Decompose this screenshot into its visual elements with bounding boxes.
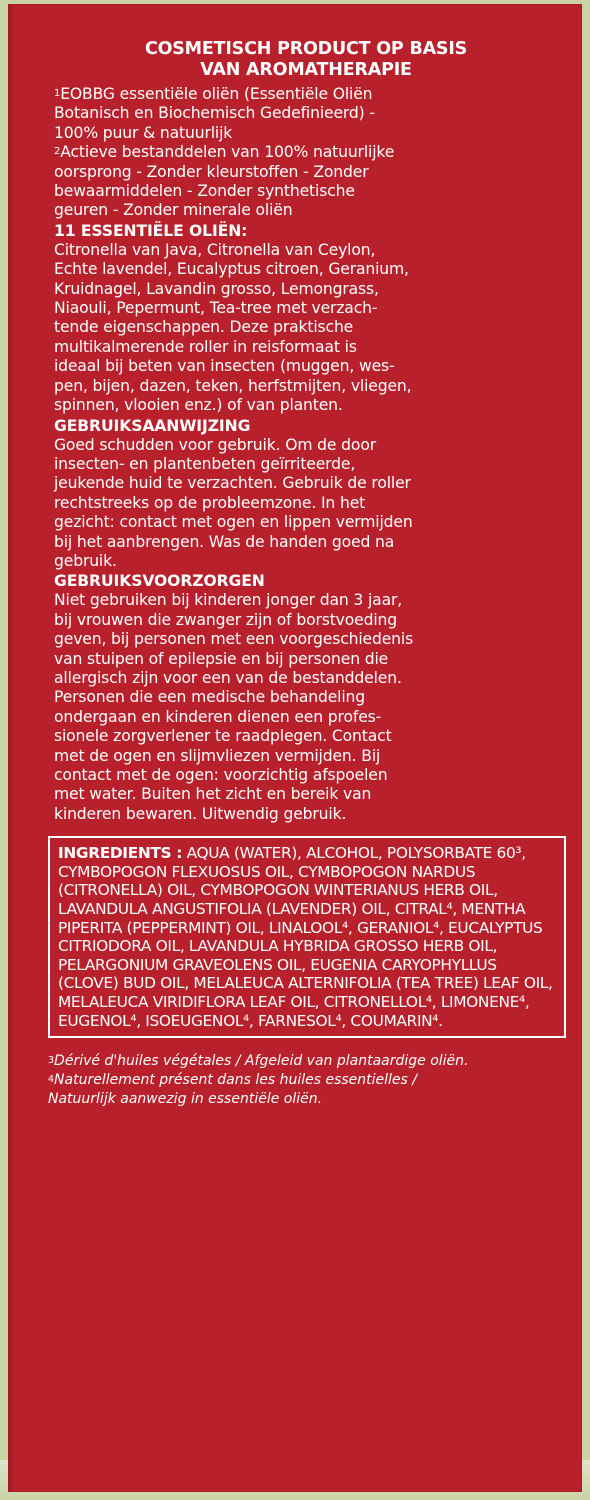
- footnote-marker: 1: [54, 88, 61, 99]
- product-box-panel: [8, 4, 582, 1492]
- text-span: Actieve bestanddelen van 100% natuurlijke: [60, 143, 395, 162]
- text-line: ideaal bij beten van insecten (muggen, wes-: [54, 357, 395, 376]
- label-content: [8, 4, 582, 1492]
- text-line: Kruidnagel, Lavandin grosso, Lemongrass,: [54, 279, 379, 298]
- usage-paragraph: [54, 436, 558, 572]
- footnote-4-continued: Natuurlijk aanwezig in essentiële oliën.: [48, 1091, 323, 1108]
- footnote-marker: 3: [48, 1055, 55, 1067]
- intro-eobbg: [54, 85, 558, 143]
- text-line: Niet gebruiken bij kinderen jonger dan 3 jaar,: [54, 591, 403, 610]
- text-line: bij het aanbrengen. Was de handen goed na: [54, 532, 395, 551]
- text-line: insecten- en plantenbeten geïrriteerde,: [54, 454, 356, 473]
- footnote-text: Naturellement présent dans les huiles essentielles /: [54, 1072, 418, 1089]
- ingredients-label: INGREDIENTS :: [58, 844, 183, 863]
- text-line: geuren - Zonder minerale oliën: [54, 201, 293, 220]
- product-title: [54, 39, 558, 81]
- text-line: geven, bij personen met een voorgeschiedenis: [54, 630, 414, 649]
- text-line: Citronella van Java, Citronella van Ceylon,: [54, 240, 376, 259]
- text-line: Botanisch en Biochemisch Gedefinieerd) -: [54, 104, 375, 123]
- text-line: allergisch zijn voor een van de bestanddelen.: [54, 668, 402, 687]
- text-line: met water. Buiten het zicht en bereik van: [54, 785, 372, 804]
- text-line: multikalmerende roller in reisformaat is: [54, 337, 357, 356]
- intro-natural: [54, 143, 558, 221]
- text-line: gezicht: contact met ogen en lippen vermijden: [54, 513, 413, 532]
- usage-heading: GEBRUIKSAANWIJZING: [54, 416, 251, 435]
- text-line: ondergaan en kinderen dienen een profes-: [54, 707, 382, 726]
- title-line: VAN AROMATHERAPIE: [200, 60, 412, 80]
- precautions-paragraph: [54, 591, 558, 824]
- ingredients-list: AQUA (WATER), ALCOHOL, POLYSORBATE 60³, CYMBOPOGON FLEXUOSUS OIL, CYMBOPOGON NARDUS (CITRONELLA) OIL, CYMBOPOGON WINTERIANUS HERB OIL, LAVANDULA ANGUSTIFOLIA (LAVENDER) OIL, CITRAL⁴, MENTHA PIPERITA (PEPPERMINT) OIL, LINALOOL⁴, GERANIOL⁴, EUCALYPTUS CITRIODORA OIL, LAVANDULA HYBRIDA GROSSO HERB OIL, PELARGONIUM GRAVEOLENS OIL, EUGENIA CARYOPHYLLUS (CLOVE) BUD OIL, MELALEUCA ALTERNIFOLIA (TEA TREE) LEAF OIL, MELALEUCA VIRIDIFLORA LEAF OIL, CITRONELLOL⁴, LIMONENE⁴, EUGENOL⁴, ISOEUGENOL⁴, FARNESOL⁴, COUMARIN⁴.: [58, 844, 553, 1030]
- footnote-marker: 2: [54, 146, 61, 158]
- text-line: bewaarmiddelen - Zonder synthetische: [54, 182, 355, 201]
- text-line: met de ogen en slijmvliezen vermijden. Bij: [54, 746, 381, 765]
- text-line: Personen die een medische behandeling: [54, 688, 365, 707]
- text-line: Niaouli, Pepermunt, Tea-tree met verzach-: [54, 299, 378, 318]
- footnote-marker: 4: [48, 1074, 55, 1086]
- text-line: [54, 85, 558, 104]
- text-line: Echte lavendel, Eucalyptus citroen, Geranium,: [54, 260, 409, 279]
- text-line: pen, bijen, dazen, teken, herfstmijten, vliegen,: [54, 376, 412, 395]
- text-line: gebruik.: [54, 551, 117, 570]
- footnotes: [48, 1052, 558, 1109]
- text-line: rechtstreeks op de probleemzone. In het: [54, 493, 366, 512]
- text-line: van stuipen of epilepsie en bij personen die: [54, 649, 389, 668]
- text-line: spinnen, vlooien enz.) of van planten.: [54, 396, 343, 415]
- footnote-3: [48, 1052, 558, 1071]
- text-line: jeukende huid te verzachten. Gebruik de roller: [54, 474, 411, 493]
- footnote-text: Dérivé d'huiles végétales / Afgeleid van plantaardige oliën.: [54, 1053, 469, 1070]
- text-line: contact met de ogen: voorzichtig afspoelen: [54, 766, 388, 784]
- text-line: sionele zorgverlener te raadplegen. Contact: [54, 727, 392, 746]
- text-line: kinderen bewaren. Uitwendig gebruik.: [54, 804, 347, 823]
- text-line: oorsprong - Zonder kleurstoffen - Zonder: [54, 162, 369, 181]
- footnote-4: [48, 1071, 558, 1090]
- text-span: EOBBG essentiële oliën (Essentiële Oliën: [60, 85, 373, 103]
- text-line: tende eigenschappen. Deze praktische: [54, 318, 354, 337]
- ingredients-box: [48, 836, 566, 1038]
- oils-heading: 11 ESSENTIËLE OLIËN:: [54, 221, 248, 240]
- text-line: Goed schudden voor gebruik. Om de door: [54, 435, 376, 454]
- text-line: 100% puur & natuurlijk: [54, 123, 233, 142]
- oils-paragraph: [54, 241, 558, 416]
- precautions-heading: GEBRUIKSVOORZORGEN: [54, 572, 265, 591]
- text-line: bij vrouwen die zwanger zijn of borstvoeding: [54, 610, 397, 629]
- text-line: [54, 143, 558, 162]
- title-line: COSMETISCH PRODUCT OP BASIS: [144, 39, 468, 59]
